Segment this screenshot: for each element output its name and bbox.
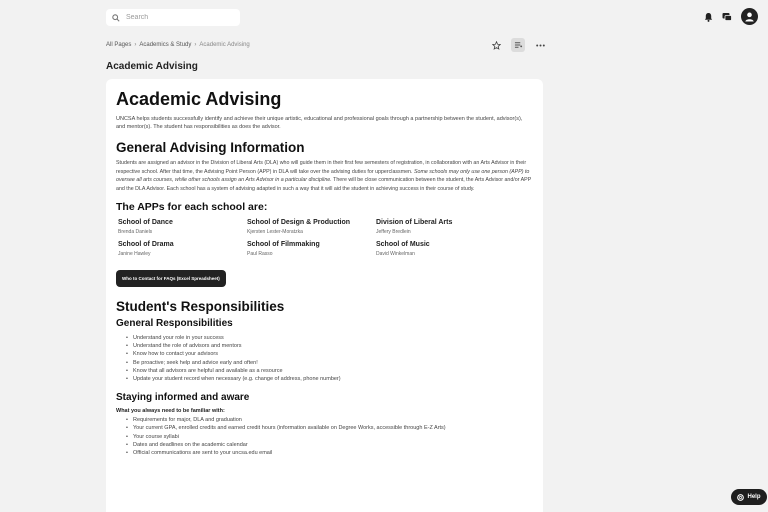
general-text-plain: Students are assigned an advisor in the Division of Liberal Arts (DLA) who will guide them in their first few semesters of registration, in collaboration with an Arts Advisor in their respective school. After that time, the Advising Point Person (APP) in DLA will take over the advising duties for upperclassmen. [116, 160, 527, 175]
breadcrumb-parent[interactable]: Academics & Study [139, 42, 192, 48]
list-item: • Understand your role in your success [126, 334, 533, 342]
chevron-right-icon: › [134, 42, 137, 48]
user-avatar[interactable] [741, 8, 758, 25]
list-icon[interactable] [511, 38, 525, 52]
page-actions [489, 38, 547, 52]
list-item: • Your course syllabi [126, 433, 533, 441]
list-item: • Know how to contact your advisors [126, 350, 533, 358]
list-item: • Your current GPA, enrolled credits and earned credit hours (information available on Degree Works, accessible through E-Z Arts) [126, 424, 533, 432]
general-text-italic: Some schools may only use one person (APP) to oversee all arts courses, while other schools assign an Arts Advisor in a particular discipline. [116, 168, 530, 183]
chat-icon[interactable] [722, 12, 732, 22]
breadcrumb-root[interactable]: All Pages [106, 42, 132, 48]
schools-grid [116, 219, 533, 257]
school-name: School of Design & Production [247, 219, 351, 226]
contact-faq-button[interactable]: Who to Contact for FAQs (Excel Spreadsheet) [116, 270, 226, 287]
breadcrumb [106, 42, 250, 48]
general-responsibilities-list [116, 334, 533, 383]
more-icon[interactable] [533, 38, 547, 52]
school-name: School of Filmmaking [247, 241, 320, 248]
list-item: • Know that all advisors are helpful and available as a resource [126, 367, 533, 375]
school-name: School of Dance [118, 219, 173, 226]
general-text-tail: There will be close communication between the student, the Arts Advisor and/or APP and the DLA Advisor. Each school has a system of advising adapted in such a way that it will aid the student in achieving success in their course of study. [116, 177, 532, 192]
search-icon [112, 14, 120, 22]
bell-icon[interactable] [704, 12, 713, 22]
general-responsibilities-heading: General Responsibilities [116, 318, 233, 329]
list-item: • Official communications are sent to your uncsa.edu email [126, 449, 533, 457]
help-icon [737, 494, 744, 501]
school-item [376, 219, 505, 235]
school-item [118, 219, 247, 235]
responsibilities-heading: Student's Responsibilities [116, 299, 285, 314]
list-item: • Requirements for major, DLA and graduation [126, 416, 533, 424]
help-label: Help [747, 494, 761, 500]
school-app: Janine Hawley [118, 251, 151, 257]
main-heading: Academic Advising [116, 89, 282, 109]
star-icon[interactable] [489, 38, 503, 52]
informed-list [116, 416, 533, 457]
page-title: Academic Advising [106, 61, 198, 72]
search-box[interactable] [106, 9, 240, 26]
help-button[interactable] [731, 489, 767, 505]
apps-heading: The APPs for each school are: [116, 201, 268, 213]
list-item: • Update your student record when necessary (e.g. change of address, phone number) [126, 375, 533, 383]
need-label: What you always need to be familiar with: [116, 408, 225, 415]
content-card [106, 79, 543, 512]
school-item [118, 241, 247, 257]
list-item: • Be proactive; seek help and advice early and often! [126, 359, 533, 367]
general-advising-text [116, 159, 533, 193]
school-item [247, 219, 376, 235]
breadcrumb-current: Academic Advising [199, 42, 250, 48]
school-name: School of Music [376, 241, 430, 248]
top-icons [704, 8, 758, 25]
chevron-right-icon: › [194, 42, 197, 48]
search-input[interactable] [126, 14, 226, 21]
school-app: Jeffery Bredlein [376, 229, 411, 235]
list-item: • Understand the role of advisors and mentors [126, 342, 533, 350]
school-name: Division of Liberal Arts [376, 219, 453, 226]
informed-heading: Staying informed and aware [116, 392, 250, 404]
intro-text: UNCSA helps students successfully identify and achieve their unique artistic, educational and professional goals through a partnership between the student, advisor(s), and mentor(s). The student has responsibilities as does the advisor. [116, 116, 523, 130]
user-icon [744, 11, 755, 22]
school-app: Paul Rasso [247, 251, 273, 257]
school-app: Kjersten Lester-Moratzka [247, 229, 303, 235]
top-bar [0, 0, 768, 34]
school-item [247, 241, 376, 257]
general-advising-heading: General Advising Information [116, 140, 305, 155]
school-app: David Winkelman [376, 251, 415, 257]
list-item: • Dates and deadlines on the academic calendar [126, 441, 533, 449]
school-app: Brenda Daniels [118, 229, 153, 235]
school-name: School of Drama [118, 241, 174, 248]
school-item [376, 241, 505, 257]
